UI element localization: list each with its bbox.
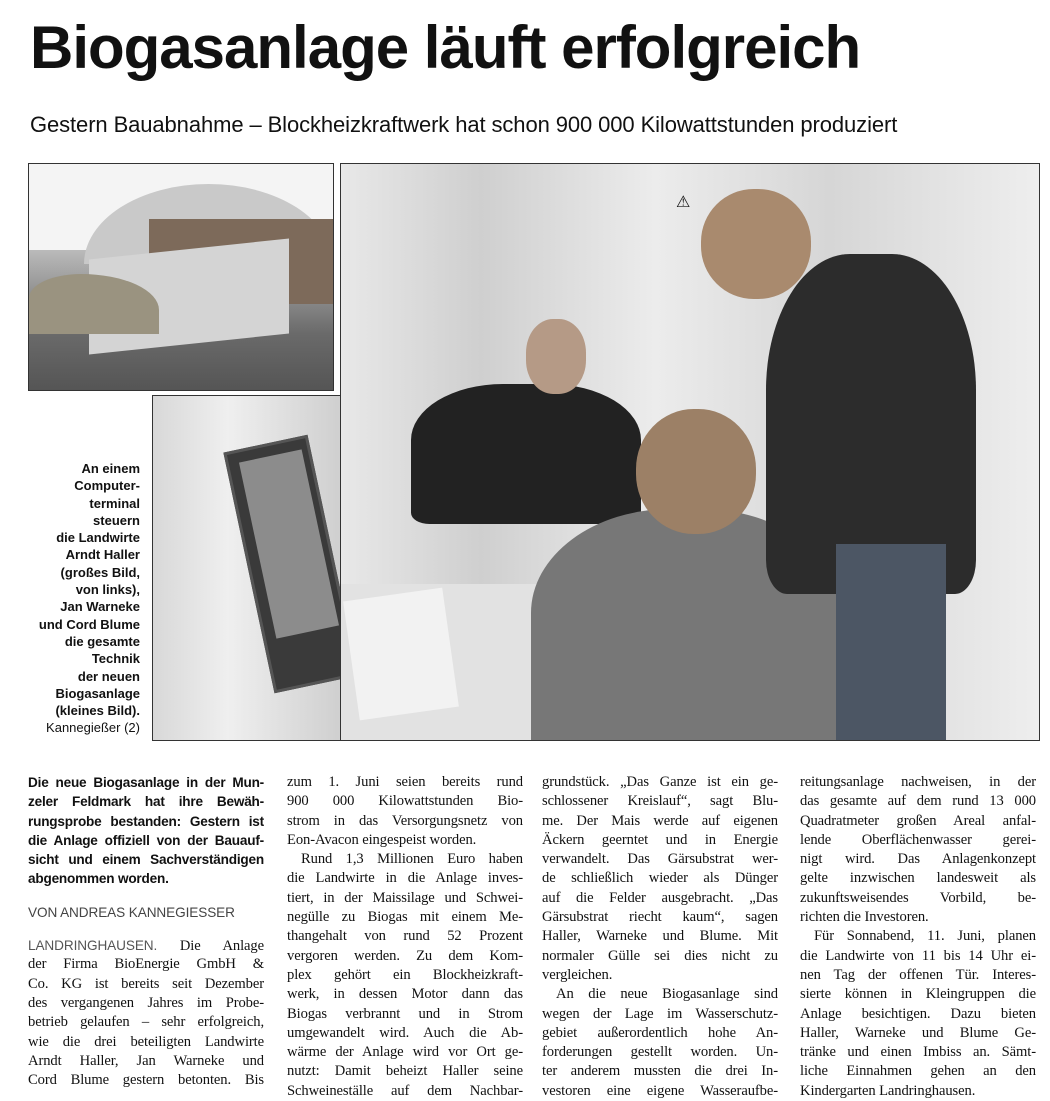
text-line: Arndt Haller, Jan Warneke und [28,1052,264,1069]
text-line: strom in das Versorgungsnetz von [287,812,523,829]
text-line: des vergangenen Jahres im Probe- [28,994,264,1011]
text-line: de schließlich wieder als Dünger [542,870,778,887]
dateline: LANDRINGHAUSEN. [28,938,158,954]
text-line: verwandelt. Das Gärsubstrat wer- [542,851,778,868]
text-line: werk, in dessen Motor dann das [287,986,523,1003]
warning-sign-icon: ⚠ [676,194,691,211]
text-line: der Firma BioEnergie GmbH & [28,956,264,973]
lead-line: sicht und einem Sachverständigen [28,852,264,868]
text-line: Quadratmeter großen Areal anfal- [800,812,1036,829]
caption-line: steuern [93,512,140,528]
text-line: Für Sonnabend, 11. Juni, planen [814,928,1036,945]
text-line: vestoren eine eigene Wasseraufbe- [542,1082,778,1099]
person-standing-legs [836,544,946,740]
text-line: vergleichen. [542,966,613,983]
caption-line: An einem [81,461,140,476]
text-line: zukunftsweisendes Vorbild, be- [800,889,1036,906]
text-line: thangehalt von rund 52 Prozent [287,928,523,945]
text-line: die Landwirte in die Anlage inves- [287,870,523,887]
text-line: lende Oberflächenwasser gerei- [800,831,1036,848]
caption-line: Biogasanlage [55,685,140,701]
caption-line: und Cord Blume [38,616,140,632]
text-line: nutzt: Damit beheizt Haller seine [287,1063,523,1080]
person-left-head [526,319,586,394]
text-line: Anlage besichtigen. Dazu bieten [800,1005,1036,1022]
person-seated-head [636,409,756,534]
text-line: Äckern geerntet und in Energie [542,831,778,848]
text-line: umgewandelt wird. Auch die Ab- [287,1024,523,1041]
text-line: gelte inzwischen landesweit als [800,870,1036,887]
lead-line: die Anlage offiziell von der Bauauf- [28,832,264,848]
paragraph [28,936,264,1090]
text-line: tränke und einen Imbiss an. Sämt- [800,1044,1036,1061]
text-line: Haller, Warneke und Blume. Mit [542,928,778,945]
photo-caption [24,460,140,737]
text-line: tiert, in der Maissilage und Schwei- [287,889,523,906]
text-line: forderungen gestellt worden. Un- [542,1044,778,1061]
lead-line: Die neue Biogasanlage in der Mun- [28,775,264,790]
text-line: betrieb gelaufen – sehr erfolgreich, [28,1014,264,1031]
caption-line: terminal [89,495,140,511]
subheadline: Gestern Bauabnahme – Blockheizkraftwerk hat schon 900 000 Kilowattstunden produziert [30,112,898,137]
headline: Biogasanlage läuft erfolgreich [30,14,861,81]
text-line: Schweineställe auf dem Nachbar- [287,1082,523,1099]
text-line: zum 1. Juni seien bereits rund [287,774,523,790]
text-line: 900 000 Kilowattstunden Bio- [287,793,523,810]
article-column-1 [28,773,264,1090]
text-line: An die neue Biogasanlage sind [556,986,778,1003]
text-line: wie die drei beteiligten Landwirte [28,1033,264,1050]
caption-line: Jan Warneke [60,599,140,615]
caption-line: (großes Bild, [60,564,140,580]
person-left [411,384,641,524]
caption-line: Computer- [74,478,140,494]
person-standing-head [701,189,811,299]
text-line: richten die Investoren. [800,909,929,926]
text-line: auf die Felder ausgebracht. „Das [542,889,778,906]
text-line: nen Tag der offenen Tür. Interes- [800,966,1036,983]
lead-paragraph [28,773,264,889]
keyboard [343,588,459,721]
text-line: reitungsanlage nachweisen, in der [800,774,1036,790]
text-line: Co. KG ist bereits seit Dezember [28,975,264,992]
text-line: nigt wird. Das Anlagenkonzept [800,851,1036,868]
text-line: wegen der Lage im Wasserschutz- [542,1005,778,1022]
paragraph [542,985,778,1101]
caption-line: die Landwirte [56,530,140,546]
article-column-4 [800,773,1036,1101]
text-line: Haller, Warneke und Blume Ge- [800,1024,1036,1041]
text-line: sierte können in Kleingruppen die [800,986,1036,1003]
paragraph [800,773,1036,927]
byline: VON ANDREAS KANNEGIESSER [28,904,235,920]
text-line: ter anderem mussten die drei In- [542,1063,778,1080]
caption-line: Technik [91,651,140,667]
caption-line: Arndt Haller [65,547,140,563]
text-line: Gärsubstrat riecht kaum“, sagen [542,909,778,926]
text-line: normaler Gülle sei dies nicht zu [542,947,778,964]
text-line: vergoren werden. Zu dem Kom- [287,947,523,964]
lead-line: abgenommen worden. [28,871,169,887]
paragraph [287,850,523,1101]
photo-credit: Kannegießer (2) [46,720,140,736]
article-column-2 [287,773,523,1101]
text-line: Cord Blume gestern betonten. Bis [28,1072,264,1089]
text-line: wärme der Anlage wird vor Ort ge- [287,1044,523,1061]
small-photo-biogas-plant [28,163,334,391]
caption-line: die gesamte [64,633,140,649]
text-fragment: Die Anlage [179,938,264,955]
text-line: grundstück. „Das Ganze ist ein ge- [542,774,778,790]
text-line [28,936,264,955]
text-line: negülle zu Biogas mit einem Me- [287,909,523,926]
text-line: schlossener Kreislauf“, sagt Blu- [542,793,778,810]
text-line: liche Einnahmen gehen an den [800,1063,1036,1080]
text-line: Biogas verbrannt und in Strom [287,1005,523,1022]
text-line: plex gehört ein Blockheizkraft- [287,966,523,983]
paragraph [542,773,778,985]
text-line: das gesamte auf dem rund 13 000 [800,793,1036,810]
text-line: me. Der Mais werde auf eigenen [542,812,778,829]
large-photo-computer-terminal [340,163,1040,741]
caption-line: von links), [75,582,140,598]
person-standing [766,254,976,594]
large-photo-left-part [152,395,341,741]
text-line: Eon-Avacon eingespeist worden. [287,831,477,848]
caption-line: der neuen [77,668,140,684]
caption-line: (kleines Bild). [55,703,140,719]
lead-line: zeler Feldmark hat ihre Bewäh- [28,794,264,810]
text-line: Rund 1,3 Millionen Euro haben [301,851,523,868]
paragraph [287,773,523,850]
text-line: die Landwirte von 11 bis 14 Uhr ei- [800,947,1036,964]
text-line: gebiet außerordentlich hohe An- [542,1024,778,1041]
paragraph [800,927,1036,1101]
article-column-3 [542,773,778,1101]
lead-line: rungsprobe bestanden: Gestern ist [28,813,264,829]
text-line: Kindergarten Landringhausen. [800,1082,976,1099]
